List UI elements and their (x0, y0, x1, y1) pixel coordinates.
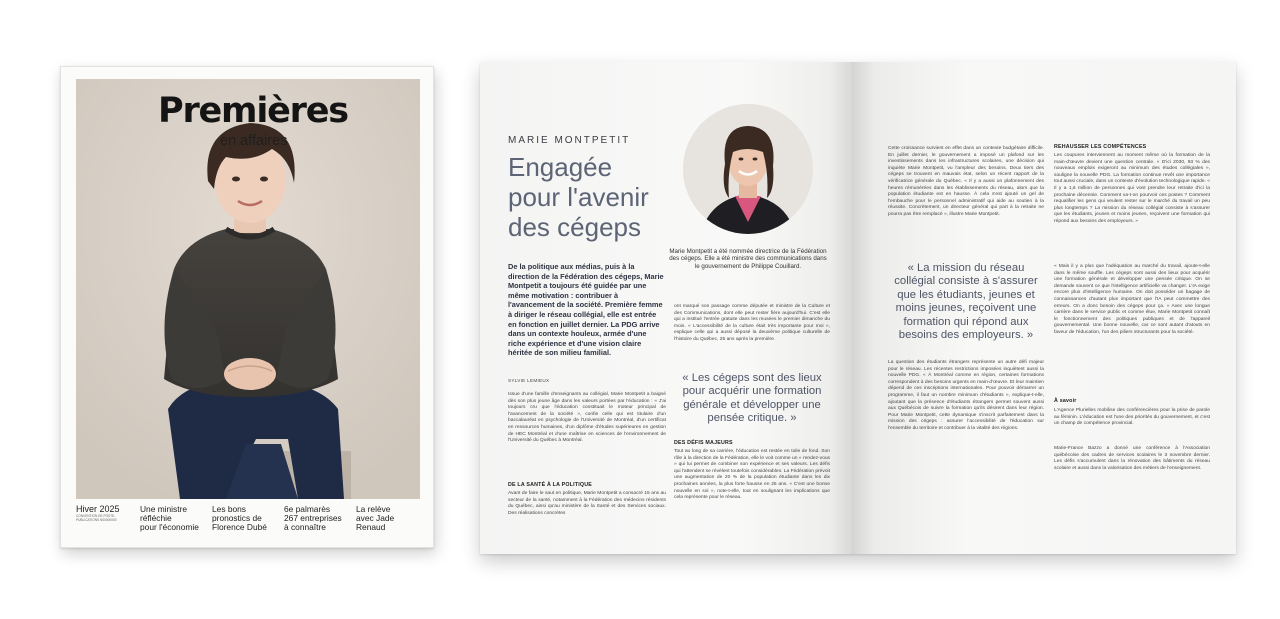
sidebar-savoir-title: À savoir (1054, 398, 1077, 404)
photo-caption: Marie Montpetit a été nommée directrice de la Fédération des cégeps. Elle a été ministre des communications dans le gouvernement de Philippe Couillard. (669, 248, 827, 270)
article-headline: Engagée pour l'avenir des cégeps (508, 152, 649, 242)
article-lede: De la politique aux médias, puis à la direction de la Fédération des cégeps, Marie Montpetit a toujours été guidée par une même motivation : contribuer à l'avancement de la société. Première femme à diriger le réseau collégial, elle est entrée en fonction en juillet dernier. La PDG arrive dans un contexte houleux, armée d'une riche expérience et d'une vision claire héritée de son milieu familial. (508, 262, 664, 358)
pull-quote-right: « La mission du réseau collégial consiste à s'assurer que les étudiants, jeunes et moins jeunes, reçoivent une formation qui répond aux besoins des employeurs. » (894, 262, 1038, 342)
article-byline: SYLVIE LEMIEUX (508, 378, 550, 383)
magazine-logo-subtitle: en affaires (220, 133, 288, 149)
article-kicker: MARIE MONTPETIT (508, 135, 631, 146)
cover-teaser-1: Une ministre réfléchie pour l'économie (140, 504, 199, 533)
subhead-politique: DE LA SANTÉ À LA POLITIQUE (508, 482, 592, 488)
issue-season: Hiver 2025 (76, 504, 120, 514)
subhead-defis: DES DÉFIS MAJEURS (674, 440, 733, 446)
left-column-2-body: ont marqué son passage comme députée et ministre de la Culture et des Communications, dont elle peut rester fière aujourd'hui. C'est elle qui a institué l'entrée gratuite dans les musées le premier dimanche du mois. « L'accessibilité de la culture était très importante pour moi », explique celle qui a aussi déposé la deuxième politique culturelle de l'histoire du Québec, 25 ans après la première. (674, 304, 830, 342)
left-column-2-body-2: Tout au long de sa carrière, l'éducation est restée en toile de fond. Son rôle à la direction de la Fédération, elle le voit comme un « rendez-vous » qui lui permet de combiner son expérience et ses valeurs. Les défis qui l'attendent se révèlent toutefois considérables. La Fédération prévoit une augmentation de 20 % de la population étudiante dans les dix prochaines années, la plus forte hausse en 25 ans. « C'est une bonne nouvelle en soi », note-t-elle, tout en soulignant les implications que cela représente pour le réseau. (674, 449, 830, 501)
cover-footer (76, 503, 420, 543)
cover-teaser-4: La relève avec Jade Renaud (356, 504, 395, 533)
left-column-1-body: Issue d'une famille d'enseignants au collégial, Marie Montpetit a baigné dès son plus jeune âge dans les valeurs portées par l'éducation : « J'ai toujours cru que l'éducation constituait le moteur principal de l'avancement de la société », confie celle qui est titulaire d'un baccalauréat en psychologie de l'Université de Montréal, d'un certificat en ressources humaines, d'un diplôme d'études supérieures en gestion de HEC Montréal et d'une maîtrise en sciences de l'environnement de l'Université du Québec à Montréal. (508, 392, 666, 444)
sidebar-savoir-body-1: L'Agence Plurielles mobilise des conférencières pour la prise de parole au féminin. L'éducation est l'une des priorités du gouvernement, et c'est un champ de compétence provincial. (1054, 408, 1210, 427)
pull-quote-left: « Les cégeps sont des lieux pour acquérir une formation générale et développer une pensée critique. » (682, 372, 822, 425)
magazine-cover (60, 66, 434, 548)
right-column-1-body: Cette croissance survient en effet dans un contexte budgétaire difficile. En juillet dernier, le gouvernement a imposé un plafond sur les investissements dans les infrastructures scolaires, une décision qui inquiète Marie Montpetit, vu l'ampleur des besoins. Deux tiers des cégeps se trouvent en mauvais état, selon un récent rapport de la vérificatrice générale du Québec. « Il y a aussi un plafonnement des heures rémunérées dans les établissements du réseau, alors que la population étudiante est en hausse. À cela s'est ajouté un gel de l'embauche pour le personnel administratif qui aide au soutien à la réussite. Concrètement, un directeur général qui part à la retraite ne pourra pas être remplacé », illustre Marie Montpetit. (888, 146, 1044, 217)
left-page (480, 62, 852, 554)
postal-fine-print: CONVENTION DE POSTE-PUBLICATIONS N00000000 (76, 514, 117, 522)
right-column-1-body-2: La question des étudiants étrangers représente un autre défi majeur pour le réseau. Les récentes restrictions imposées inquiètent aussi la nouvelle PDG. « À Montréal comme en région, certaines formations correspondent à des besoins urgents en main-d'œuvre. Et leur maintien dépend de ces inscriptions internationales. Pour pouvoir démarrer un programme, il faut un nombre minimum d'étudiants », explique-t-elle, ajoutant que la présence d'étudiants étrangers permet souvent aussi aux Québécois de suivre la formation qu'ils désirent dans leur région. Pour Marie Montpetit, cette dynamique s'inscrit parfaitement dans la mission des cégeps : assurer l'accessibilité de l'éducation sur l'ensemble du territoire et contribuer à la vitalité des régions. (888, 360, 1044, 431)
cover-photo (76, 79, 420, 499)
magazine-spread (480, 62, 1236, 554)
left-column-1-body-2: Avant de faire le saut en politique, Marie Montpetit a consacré 15 ans au secteur de la santé, notamment à la Fédération des médecins résidents du Québec, ainsi qu'au ministère de la Santé et des Services sociaux. Des réalisations concrètes (508, 491, 666, 516)
subhead-competences: REHAUSSER LES COMPÉTENCES (1054, 144, 1147, 150)
circular-portrait-image (683, 104, 813, 234)
right-column-2-body-2: « Mais il y a plus que l'adéquation au marché du travail, ajoute-t-elle dans le même souffle. Les cégeps sont aussi des lieux pour acquérir une formation générale et développer une pensée critique. On se demande souvent ce que l'intelligence artificielle va changer. L'IA exige encore plus d'intelligence humaine. On doit posséder un bagage de connaissances d'autant plus important que l'IA peut commettre des erreurs. On a donc besoin des cégeps pour ça. » Avec une longue carrière dans le service public et comme élue, Marie Montpetit connaît le fonctionnement des politiques publiques et de l'appareil gouvernemental. Une bonne nouvelle, car ce sont autant d'atouts en faveur de l'éducation, l'un des piliers structurants pour la société. (1054, 264, 1210, 335)
right-page (852, 62, 1236, 554)
sidebar-savoir-body-2: Marie-France Bazzo a donné une conférence à l'Association québécoise des cadres de services scolaires le 3 novembre dernier. Les défis s'accumulent dans la rénovation des bâtiments du réseau scolaire et aussi dans la valorisation des métiers de l'enseignement. (1054, 446, 1210, 471)
magazine-logo: Premières (158, 91, 348, 131)
cover-teaser-2: Les bons pronostics de Florence Dubé (212, 504, 267, 533)
right-column-2-body: Les coupures interviennent au moment même où la formation de la main-d'œuvre devient une question centrale. « D'ici 2030, 93 % des nouveaux emplois exigeront au minimum des études collégiales », souligne la nouvelle PDG. La formation continue revêt une importance tout aussi cruciale, dans un contexte d'évolution technologique rapide. « Il y a 1,6 million de personnes qui vont prendre leur retraite d'ici la prochaine décennie. Comment va-t-on pourvoir ces postes ? Comment requalifier les gens qui veulent rester sur le marché du travail un peu plus longtemps ? La mission du réseau collégial consiste à s'assurer que les étudiants, jeunes et moins jeunes, reçoivent une formation qui répond aux besoins des employeurs. » (1054, 153, 1210, 224)
cover-teaser-3: 6e palmarès 267 entreprises à connaître (284, 504, 342, 533)
